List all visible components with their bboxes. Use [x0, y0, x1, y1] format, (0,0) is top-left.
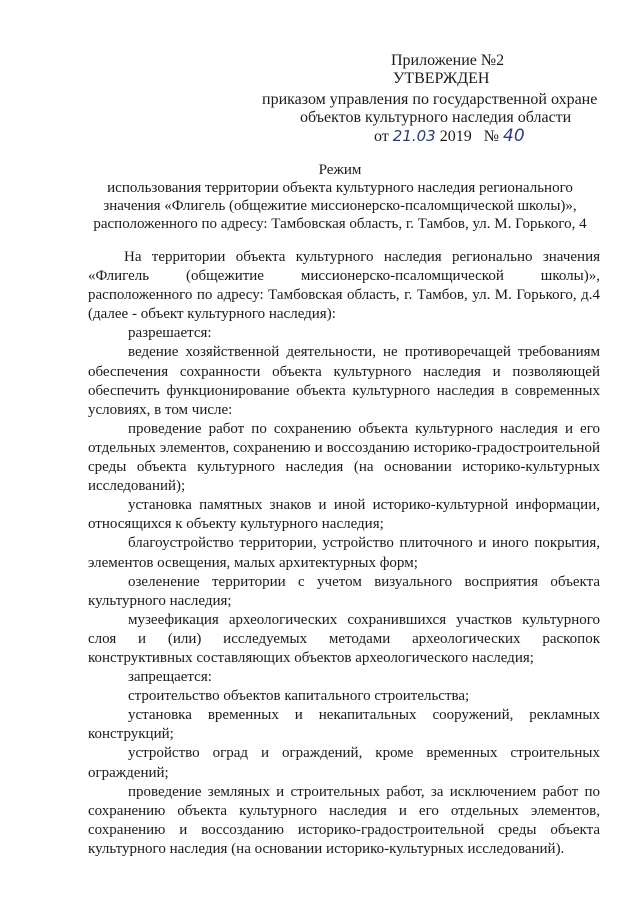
regime-heading: Режим	[318, 162, 362, 178]
handwritten-number: 40	[503, 126, 525, 146]
appendix-label: Приложение №2	[391, 52, 505, 69]
date-prefix: от	[374, 128, 389, 145]
handwritten-date: 21.03	[392, 127, 436, 145]
allowed-item: проведение работ по сохранению объекта культурного наследия и его отдельных элементов, сохранению и воссозданию историко-градостроительной среды объекта культурного наследия (на основании историко-культурных исследований);	[88, 420, 600, 495]
regime-title-line-2: значения «Флигель (общежитие миссионерско-псаломщической школы)»,	[103, 198, 577, 214]
forbidden-item: строительство объектов капитального строительства;	[128, 688, 470, 705]
order-year: 2019	[439, 128, 472, 145]
approved-label: УТВЕРЖДЕН	[393, 70, 490, 87]
allowed-item: музеефикация археологических сохранившихся участков культурного слоя и (или) исследуемых методами археологических раскопок конструктивных составляющих объектов археологического наследия;	[88, 611, 600, 666]
intro-paragraph: На территории объекта культурного наследия регионально значения «Флигель (общежитие миссионерско-псаломщической школы)», расположенного по адресу: Тамбовская область, г. Тамбов, ул. М. Горького, д.4 (далее - объект культурного наследия):	[88, 249, 600, 323]
forbidden-item: установка временных и некапитальных сооружений, рекламных конструкций;	[88, 707, 600, 743]
forbidden-item: проведение земляных и строительных работ, за исключением работ по сохранению объекта культурного наследия и его отдельных элементов, сохранению и воссозданию историко-градостроительной среды объекта культурного наследия (на основании историко-культурных исследований).	[88, 783, 600, 857]
forbidden-heading: запрещается:	[128, 669, 212, 686]
allowed-item: ведение хозяйственной деятельности, не противоречащей требованиям обеспечения сохранности объекта культурного наследия и позволяющей обеспечить функционирование объекта культурного наследия в современных условиях, в том числе:	[88, 344, 600, 418]
forbidden-item: устройство оград и ограждений, кроме временных строительных ограждений;	[88, 745, 600, 781]
allowed-heading: разрешается:	[128, 325, 212, 342]
regime-title-line-1: использования территории объекта культурного наследия регионального	[107, 180, 573, 196]
order-date-line	[374, 126, 525, 146]
regime-title-block	[80, 161, 600, 233]
regime-body	[88, 248, 600, 859]
number-prefix: №	[483, 128, 499, 145]
order-line-1: приказом управления по государственной охране	[262, 91, 598, 108]
allowed-item: благоустройство территории, устройство плиточного и иного покрытия, элементов освещения, малых архитектурных форм;	[88, 535, 600, 571]
allowed-item: установка памятных знаков и иной историко-культурной информации, относящихся к объекту культурного наследия;	[88, 497, 600, 533]
allowed-item: озеленение территории с учетом визуального восприятия объекта культурного наследия;	[88, 573, 600, 609]
order-line-2: объектов культурного наследия области	[300, 109, 572, 126]
regime-title-line-3: расположенного по адресу: Тамбовская область, г. Тамбов, ул. М. Горького, 4	[93, 216, 587, 232]
